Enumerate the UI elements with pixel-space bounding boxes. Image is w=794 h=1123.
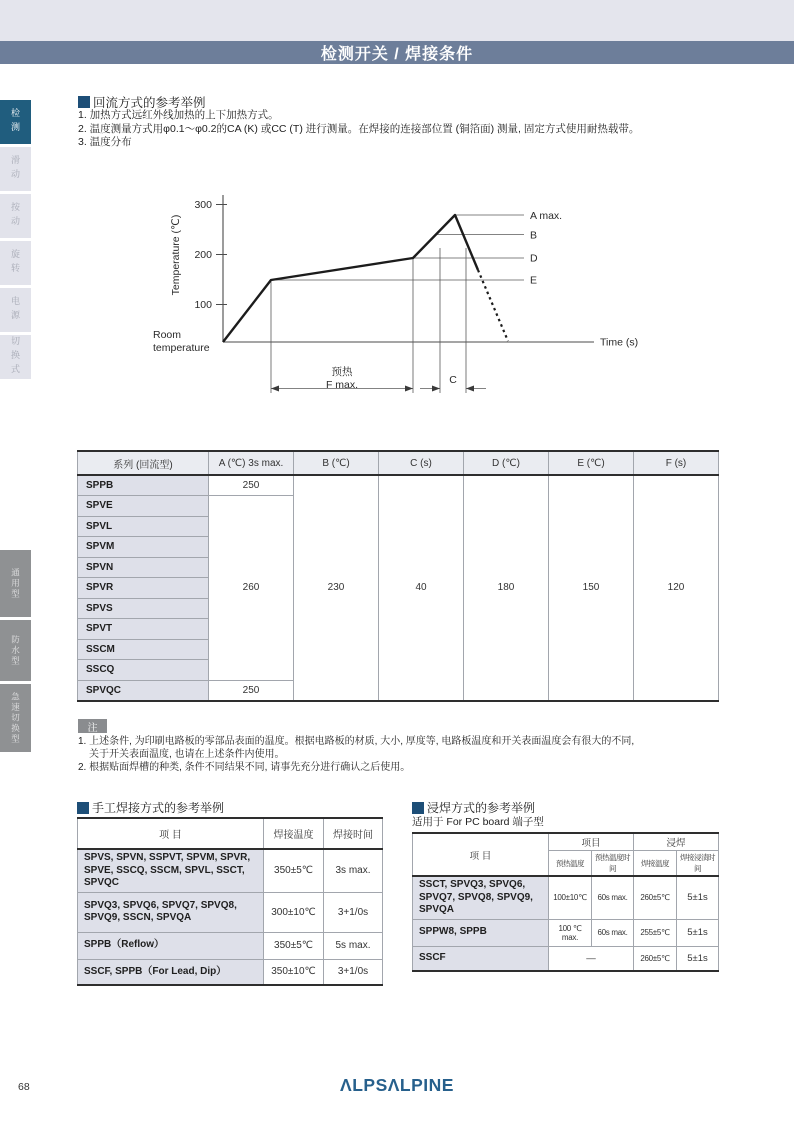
ref-label-e: E	[530, 274, 538, 287]
sidebar-tab-power: 电源	[0, 288, 31, 332]
col-header-time: 焊接时间	[324, 818, 383, 849]
col-header-preheat-time: 预热温度时间	[592, 851, 634, 877]
table-header-group-row	[413, 833, 719, 851]
sidebar-tab-toggle: 切换式	[0, 335, 31, 379]
preheat-time: 60s max.	[592, 876, 634, 919]
col-header-items: 项 目	[413, 833, 549, 876]
solder-temp: 350±5℃	[264, 932, 324, 959]
temperature-profile-dotted	[478, 270, 508, 341]
table-row	[413, 876, 719, 919]
col-header-items: 项 目	[78, 818, 264, 849]
preheat-temp: 100 ℃ max.	[549, 919, 592, 946]
reflow-temperature-chart	[130, 175, 700, 410]
dimension-guides	[271, 248, 466, 393]
value-a-merged: 260	[209, 496, 294, 681]
preheat-merged: —	[549, 946, 634, 971]
f-max-label: F max.	[325, 379, 359, 391]
c-arrowhead-left	[432, 386, 440, 392]
col-header-d: D (℃)	[464, 451, 549, 475]
sidebar-tab-waterproof-type: 防水型	[0, 620, 31, 681]
series-name: SSCQ	[78, 660, 209, 681]
col-header-temp: 焊接温度	[264, 818, 324, 849]
page-title-band	[0, 41, 794, 64]
solder-temp: 260±5℃	[634, 946, 677, 971]
col-header-series: 系列 (回流型)	[78, 451, 209, 475]
dip-time: 5±1s	[677, 946, 719, 971]
value-a: 250	[209, 680, 294, 701]
solder-temp: 300±10℃	[264, 892, 324, 932]
y-tick-100: 100	[194, 299, 212, 311]
group-header-preheat: 项目	[549, 833, 634, 851]
series-name: SPVN	[78, 557, 209, 578]
reflow-section-heading: 回流方式的参考举例	[78, 93, 206, 111]
f-max-arrowhead-left	[271, 386, 279, 392]
section-marker-icon	[78, 96, 90, 108]
reflow-conditions-table	[77, 450, 719, 702]
value-c: 40	[379, 475, 464, 701]
ref-label-b: B	[530, 229, 538, 242]
value-e: 150	[549, 475, 634, 701]
origin-label-line1: Room	[153, 329, 182, 341]
preheat-time: 60s max.	[592, 919, 634, 946]
list-item: 1. 加热方式远红外线加热的上下加热方式。	[78, 109, 279, 121]
section-marker-icon	[77, 802, 89, 814]
table-header-row	[78, 818, 383, 849]
series-name: SPVR	[78, 578, 209, 599]
note-line: 1. 上述条件, 为印刷电路板的零部品表面的温度。根据电路板的材质, 大小, 厚度等, 电路板温度和开关表面温度会有很大的不同,	[78, 736, 635, 747]
top-strip	[0, 0, 794, 41]
sidebar-tab-quick-switch-type: 急速切换型	[0, 684, 31, 752]
series-group: SSCT, SPVQ3, SPVQ6, SPVQ7, SPVQ8, SPVQ9, SPVQA	[413, 876, 549, 919]
dip-solder-heading: 浸焊方式的参考举例	[412, 799, 535, 816]
solder-time: 3s max.	[324, 849, 383, 892]
value-f: 120	[634, 475, 719, 701]
list-item: 2. 温度测量方式用φ0.1～φ0.2的CA (K) 或CC (T) 进行测量。在焊接的连接部位置 (铜箔面) 测量, 固定方式使用耐热载带。	[78, 122, 640, 135]
series-group: SPVQ3, SPVQ6, SPVQ7, SPVQ8, SPVQ9, SSCN, SPVQA	[78, 892, 264, 932]
series-name: SPVQC	[78, 680, 209, 701]
solder-temp: 350±10℃	[264, 959, 324, 985]
y-tick-300: 300	[194, 199, 212, 211]
series-name: SPVT	[78, 619, 209, 640]
dip-solder-subtitle: 适用于 For PC board 端子型	[412, 816, 544, 828]
table-row	[78, 849, 383, 892]
col-header-f: F (s)	[634, 451, 719, 475]
dip-time: 5±1s	[677, 919, 719, 946]
series-group: SPPB（Reflow）	[78, 932, 264, 959]
table-row	[78, 475, 719, 496]
note-badge: 注	[78, 719, 107, 733]
series-name: SPVS	[78, 598, 209, 619]
dip-solder-table	[412, 832, 719, 972]
origin-label-line2: temperature	[153, 342, 210, 354]
list-item: 3. 温度分布	[78, 136, 132, 148]
dip-time: 5±1s	[677, 876, 719, 919]
table-header-row	[78, 451, 719, 475]
series-group: SPPW8, SPPB	[413, 919, 549, 946]
value-a: 250	[209, 475, 294, 496]
col-header-e: E (℃)	[549, 451, 634, 475]
hand-solder-table	[77, 817, 383, 986]
reflow-notes-list	[78, 109, 639, 150]
sidebar-tab-slide: 滑动	[0, 147, 31, 191]
value-b: 230	[294, 475, 379, 701]
note-text	[78, 735, 634, 774]
table-row	[78, 932, 383, 959]
sidebar-tab-general-type: 通用型	[0, 550, 31, 617]
f-max-arrowhead-right	[405, 386, 413, 392]
page-number: 68	[18, 1081, 30, 1093]
preheat-label: 预热	[331, 366, 353, 378]
alps-alpine-logo: ΛLPSΛLPINE	[340, 1075, 454, 1095]
table-row	[413, 946, 719, 971]
col-header-b: B (℃)	[294, 451, 379, 475]
solder-temp: 350±5℃	[264, 849, 324, 892]
table-row	[413, 919, 719, 946]
ref-label-d: D	[530, 252, 538, 265]
c-label: C	[449, 374, 457, 386]
col-header-solder-temp: 焊接温度	[634, 851, 677, 877]
series-name: SPVM	[78, 537, 209, 558]
solder-time: 3+1/0s	[324, 959, 383, 985]
col-header-preheat-temp: 预热温度	[549, 851, 592, 877]
series-group: SSCF	[413, 946, 549, 971]
solder-temp: 260±5℃	[634, 876, 677, 919]
series-name: SPPB	[78, 475, 209, 496]
hand-solder-heading: 手工焊接方式的参考举例	[77, 799, 224, 816]
note-line: 关于开关表面温度, 也请在上述条件内使用。	[89, 749, 285, 760]
series-name: SPVL	[78, 516, 209, 537]
value-d: 180	[464, 475, 549, 701]
x-axis-label: Time (s)	[600, 336, 639, 349]
table-row	[78, 892, 383, 932]
sidebar-tab-detection: 检测	[0, 100, 31, 144]
section-marker-icon	[412, 802, 424, 814]
solder-temp: 255±5℃	[634, 919, 677, 946]
y-axis-ticks	[216, 205, 227, 305]
sidebar-tab-rotary: 旋转	[0, 241, 31, 285]
table-row	[78, 959, 383, 985]
y-axis-label: Temperature (℃)	[170, 214, 182, 296]
series-name: SSCM	[78, 639, 209, 660]
preheat-temp: 100±10℃	[549, 876, 592, 919]
solder-time: 5s max.	[324, 932, 383, 959]
c-arrowhead-right	[466, 386, 474, 392]
ref-label-a-max: A max.	[530, 210, 563, 222]
series-group: SSCF, SPPB（For Lead, Dip）	[78, 959, 264, 985]
col-header-dip-time: 焊接浸渍时间	[677, 851, 719, 877]
note-line: 2. 根据贴面焊槽的种类, 条件不同结果不同, 请事先充分进行确认之后使用。	[78, 762, 411, 773]
y-tick-200: 200	[194, 249, 212, 261]
col-header-c: C (s)	[379, 451, 464, 475]
sidebar-tab-push: 按动	[0, 194, 31, 238]
series-name: SPVE	[78, 496, 209, 517]
solder-time: 3+1/0s	[324, 892, 383, 932]
col-header-a: A (℃) 3s max.	[209, 451, 294, 475]
page-title: 检测开关 / 焊接条件	[320, 46, 474, 63]
series-group: SPVS, SPVN, SSPVT, SPVM, SPVR, SPVE, SSCQ, SSCM, SPVL, SSCT, SPVQC	[78, 849, 264, 892]
group-header-dip: 浸焊	[634, 833, 719, 851]
